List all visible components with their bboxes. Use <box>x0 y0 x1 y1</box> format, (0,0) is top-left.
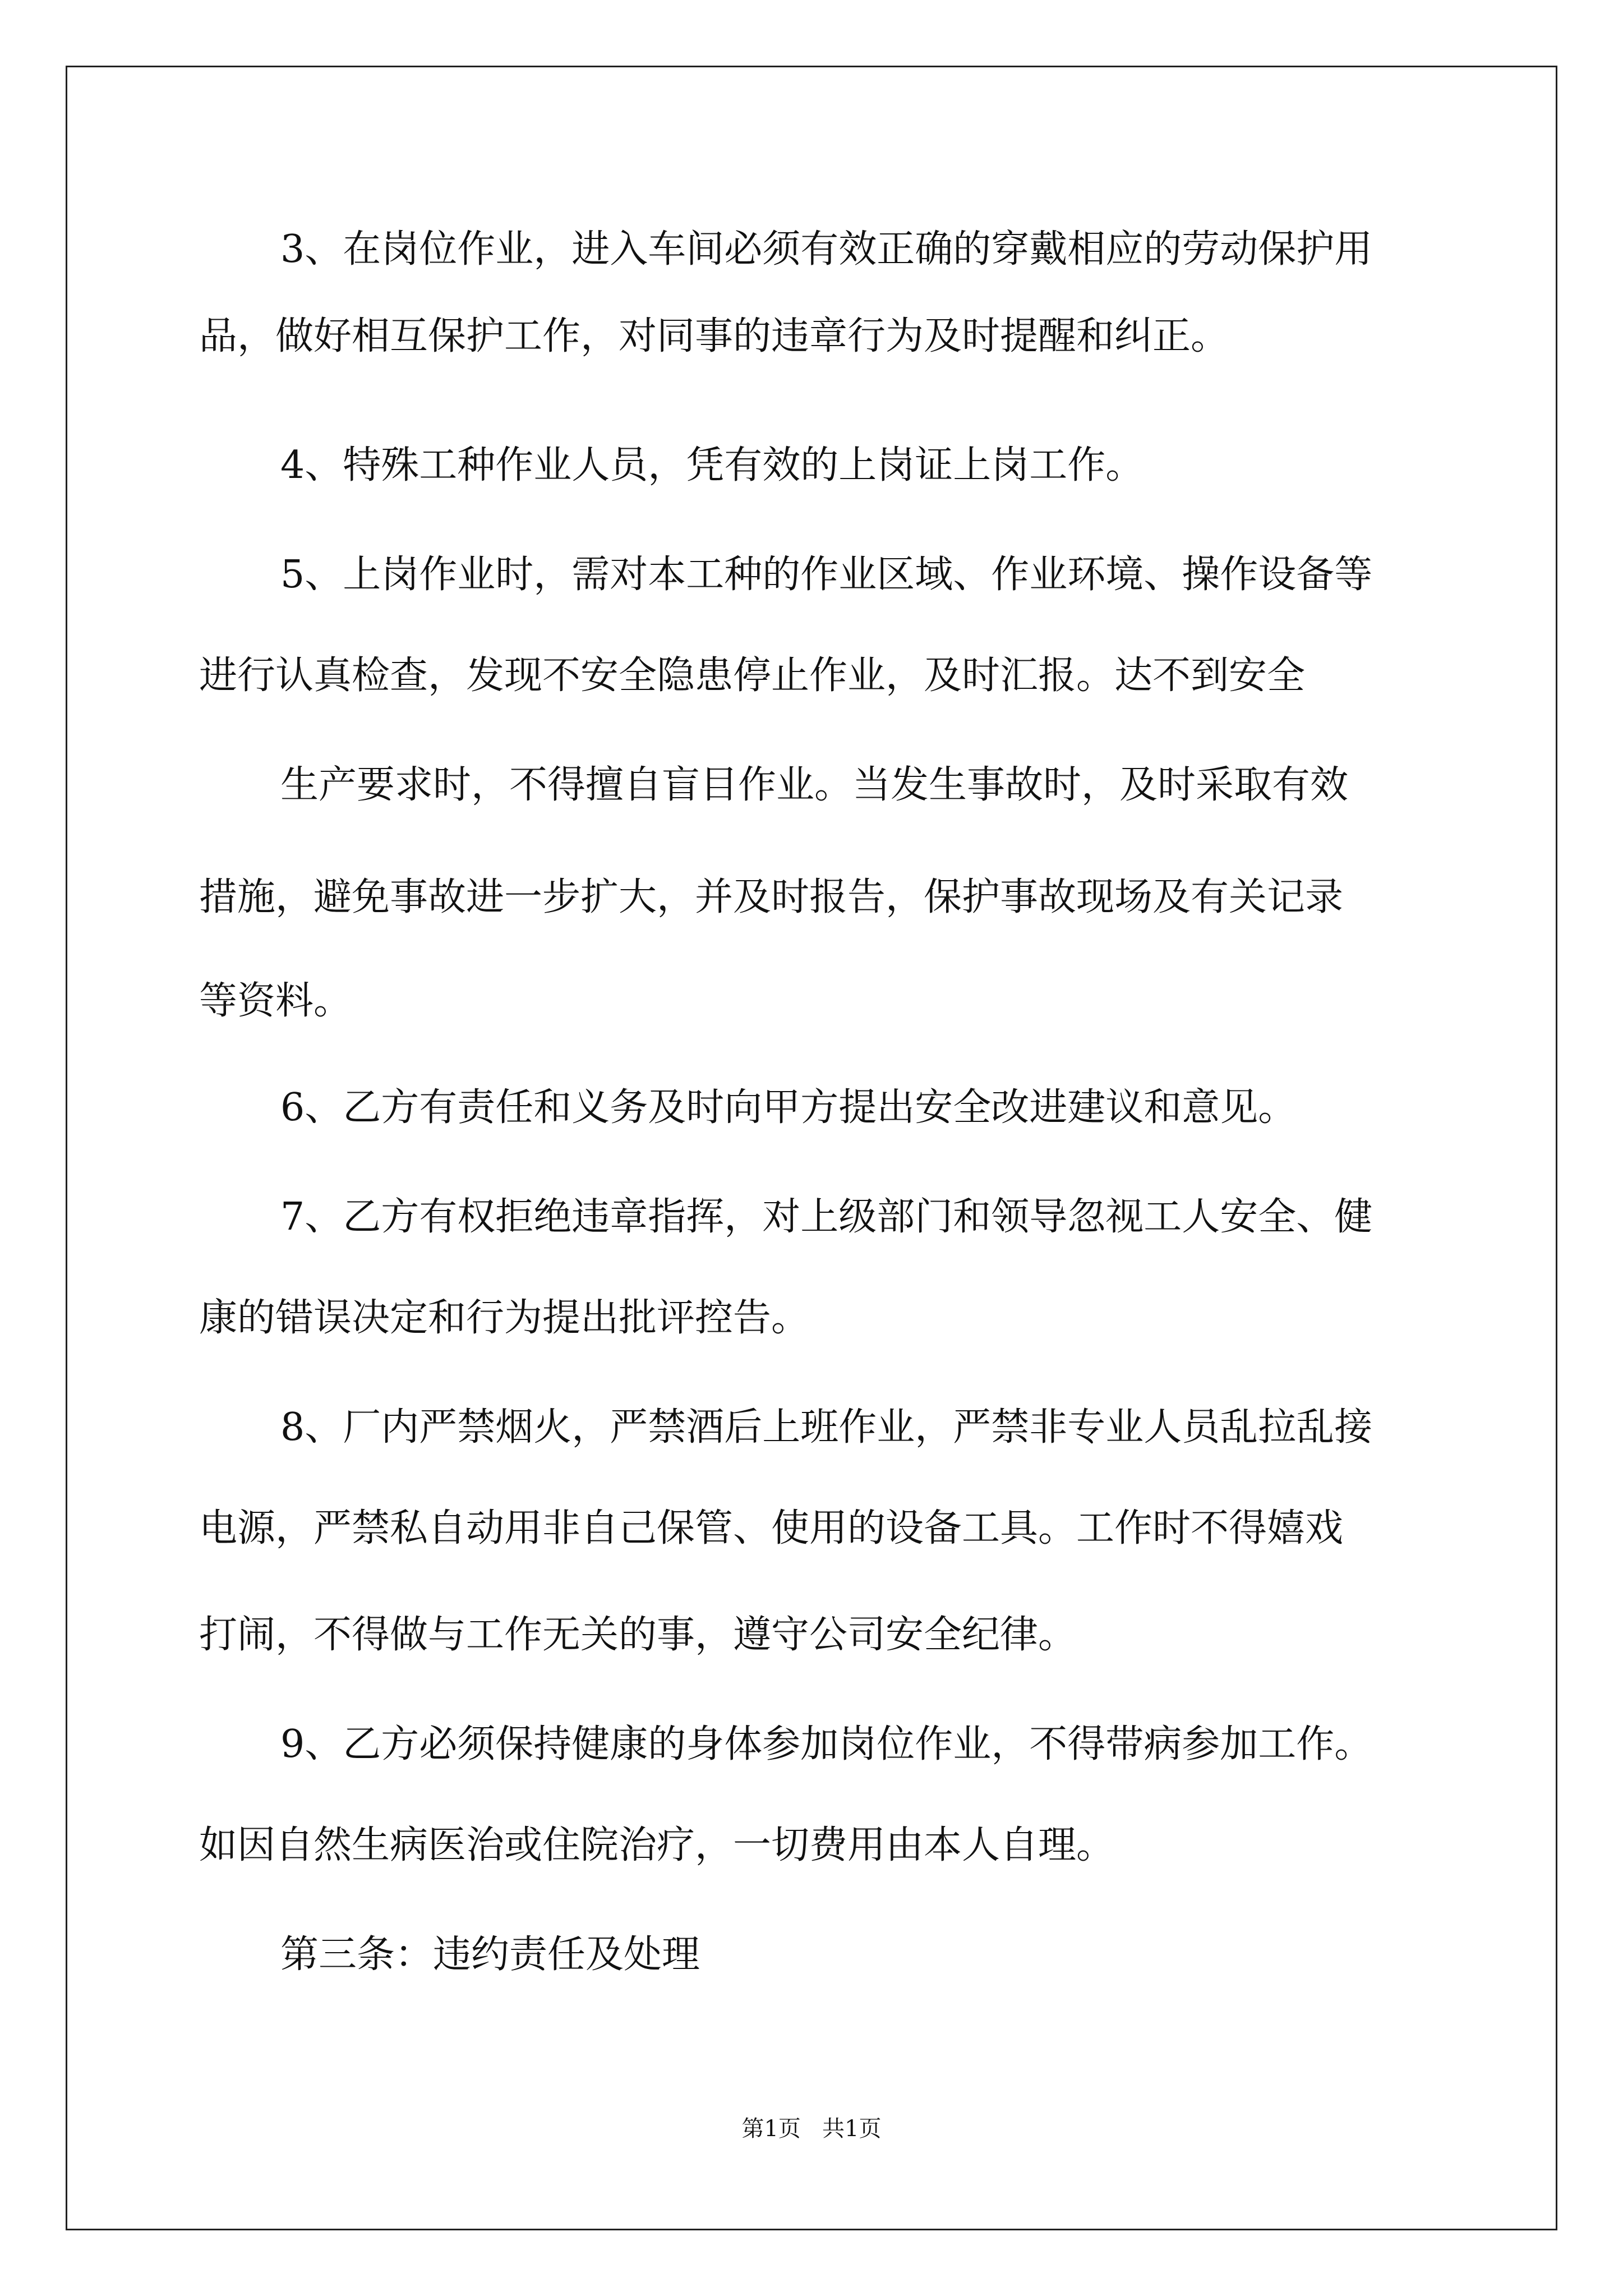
paragraph-5-line-1: 5、上岗作业时，需对本工种的作业区域、作业环境、操作设备等 <box>280 553 1373 597</box>
paragraph-5-line-3: 生产要求时，不得擅自盲目作业。当发生事故时，及时采取有效 <box>280 763 1349 807</box>
paragraph-5-line-5: 等资料。 <box>199 979 352 1023</box>
paragraph-9-line-1: 9、乙方必须保持健康的身体参加岗位作业，不得带病参加工作。 <box>280 1722 1373 1766</box>
paragraph-9-line-2: 如因自然生病医治或住院治疗，一切费用由本人自理。 <box>199 1823 1115 1867</box>
paragraph-5-line-2: 进行认真检查，发现不安全隐患停止作业，及时汇报。达不到安全 <box>199 654 1306 698</box>
paragraph-3-line-2: 品，做好相互保护工作，对同事的违章行为及时提醒和纠正。 <box>199 314 1229 358</box>
paragraph-4-line-1: 4、特殊工种作业人员，凭有效的上岗证上岗工作。 <box>280 443 1144 487</box>
paragraph-3-line-1: 3、在岗位作业，进入车间必须有效正确的穿戴相应的劳动保护用 <box>280 227 1373 272</box>
paragraph-5-line-4: 措施，避免事故进一步扩大，并及时报告，保护事故现场及有关记录 <box>199 875 1344 919</box>
paragraph-6-line-1: 6、乙方有责任和义务及时向甲方提出安全改进建议和意见。 <box>280 1085 1297 1130</box>
page-footer: 第1页 共1页 <box>741 2116 882 2142</box>
paragraph-8-line-2: 电源，严禁私自动用非自己保管、使用的设备工具。工作时不得嬉戏 <box>199 1506 1344 1550</box>
paragraph-8-line-1: 8、厂内严禁烟火，严禁酒后上班作业，严禁非专业人员乱拉乱接 <box>280 1405 1373 1450</box>
paragraph-7-line-1: 7、乙方有权拒绝违章指挥，对上级部门和领导忽视工人安全、健 <box>280 1195 1373 1239</box>
paragraph-8-line-3: 打闹，不得做与工作无关的事，遵守公司安全纪律。 <box>199 1613 1077 1657</box>
paragraph-7-line-2: 康的错误决定和行为提出批评控告。 <box>199 1296 810 1340</box>
page-border <box>66 66 1557 2230</box>
article-3-heading: 第三条：违约责任及处理 <box>280 1932 700 1977</box>
